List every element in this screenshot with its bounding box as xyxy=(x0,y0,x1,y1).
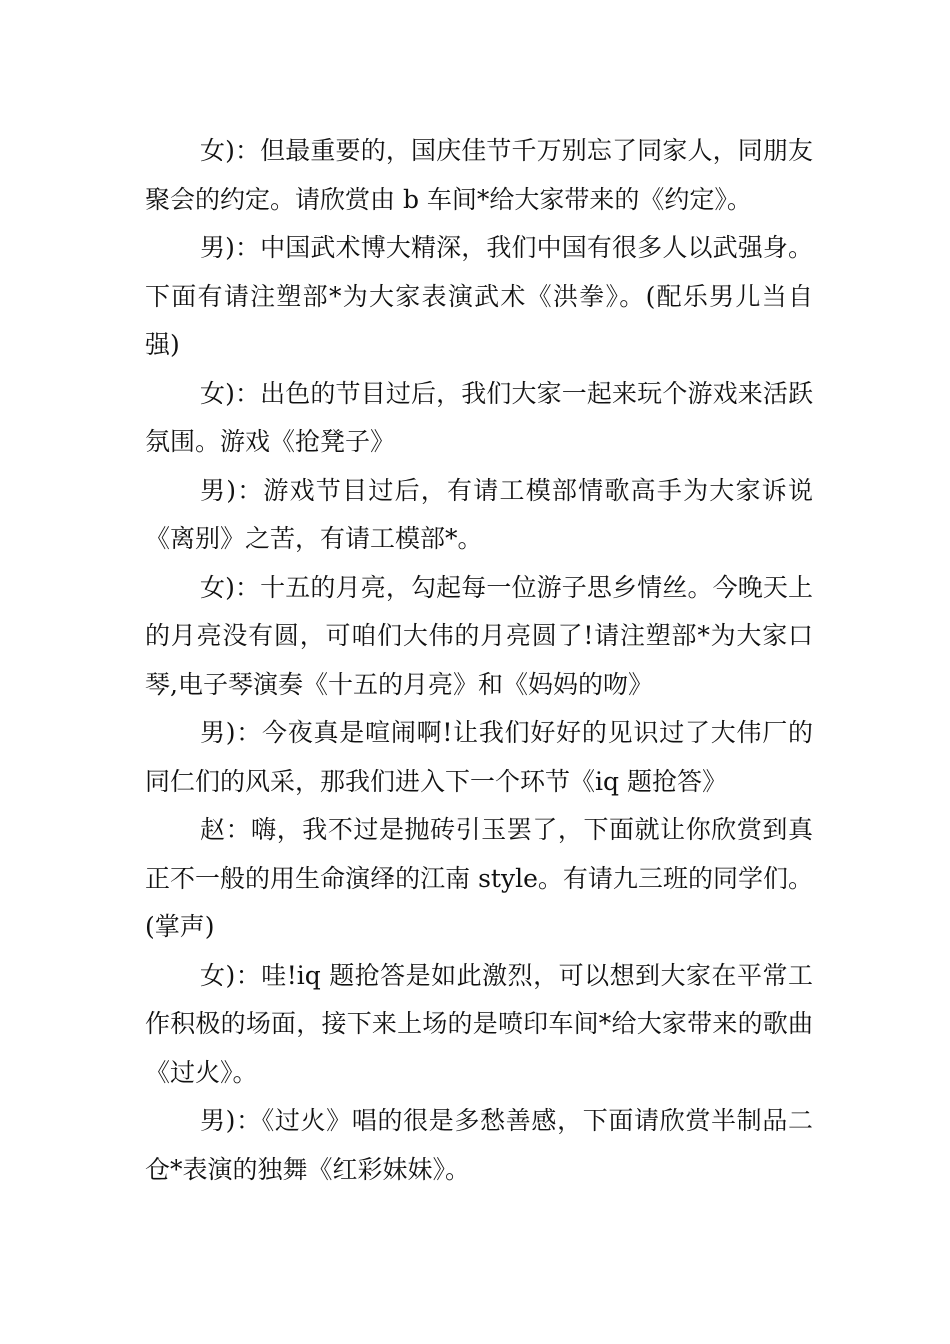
paragraph-1: 女)：但最重要的，国庆佳节千万别忘了同家人，同朋友聚会的约定。请欣赏由 b 车间*给大家带来的《约定》。 xyxy=(145,136,813,214)
paragraph-9: 男)：《过火》唱的很是多愁善感，下面请欣赏半制品二仓*表演的独舞《红彩妹妹》。 xyxy=(145,1106,813,1184)
paragraph-2: 男)：中国武术博大精深，我们中国有很多人以武强身。下面有请注塑部*为大家表演武术《洪拳》。(配乐男儿当自强) xyxy=(145,233,813,359)
paragraph-5: 女)：十五的月亮，勾起每一位游子思乡情丝。今晚天上的月亮没有圆，可咱们大伟的月亮圆了!请注塑部*为大家口琴,电子琴演奏《十五的月亮》和《妈妈的吻》 xyxy=(145,572,813,699)
document-body xyxy=(145,127,813,1194)
paragraph-8: 女)：哇!iq 题抢答是如此激烈，可以想到大家在平常工作积极的场面，接下来上场的是喷印车间*给大家带来的歌曲《过火》。 xyxy=(145,960,813,1087)
paragraph-6: 男)：今夜真是喧闹啊!让我们好好的见识过了大伟厂的同仁们的风采，那我们进入下一个环节《iq 题抢答》 xyxy=(145,718,813,796)
paragraph-3: 女)：出色的节目过后，我们大家一起来玩个游戏来活跃氛围。游戏《抢凳子》 xyxy=(145,378,813,456)
paragraph-7: 赵：嗨，我不过是抛砖引玉罢了，下面就让你欣赏到真正不一般的用生命演绎的江南 style。有请九三班的同学们。(掌声) xyxy=(145,815,813,941)
paragraph-4: 男)：游戏节目过后，有请工模部情歌高手为大家诉说《离别》之苦，有请工模部*。 xyxy=(145,475,813,553)
